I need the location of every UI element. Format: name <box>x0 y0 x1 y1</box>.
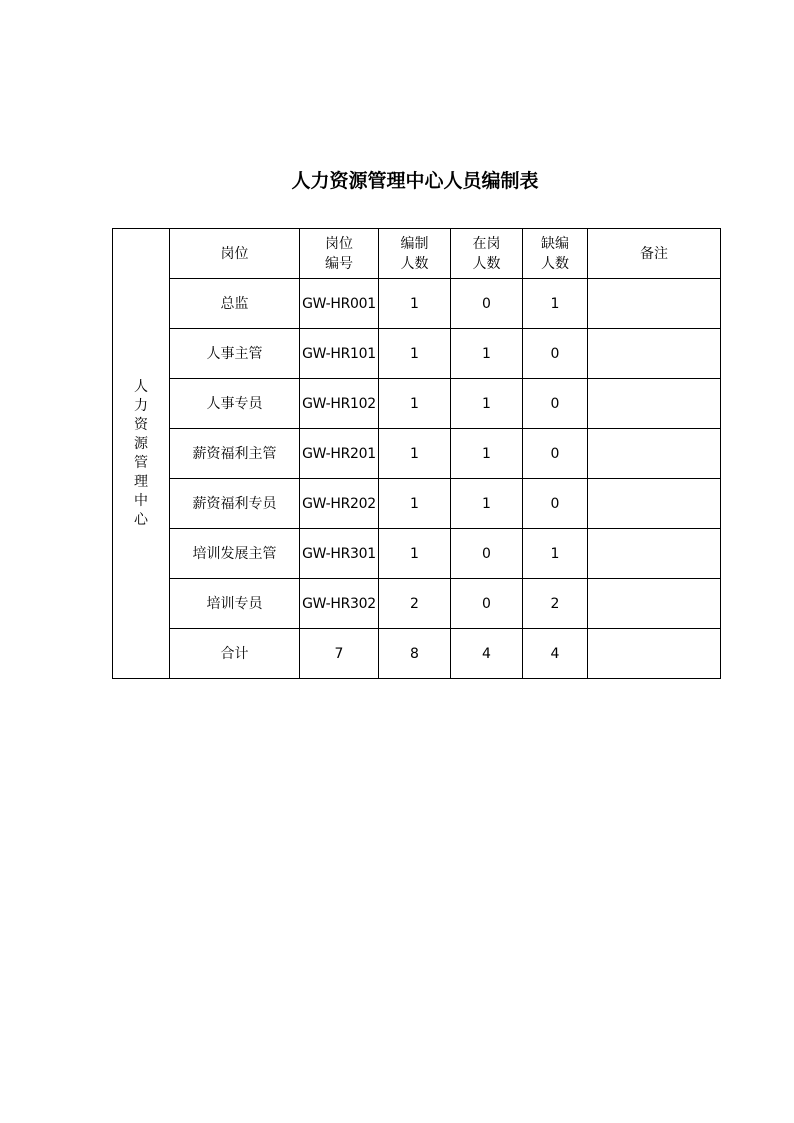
header-quota-line1: 编制 <box>400 235 429 252</box>
onduty-cell: 1 <box>451 329 523 379</box>
header-position: 岗位 <box>170 229 300 279</box>
header-code <box>300 229 379 279</box>
remarks-cell <box>588 329 721 379</box>
total-vacancy-cell: 4 <box>523 629 588 679</box>
position-cell: 薪资福利专员 <box>170 479 300 529</box>
vacancy-cell: 0 <box>523 479 588 529</box>
vacancy-cell: 0 <box>523 329 588 379</box>
total-onduty-cell: 4 <box>451 629 523 679</box>
code-cell: GW-HR302 <box>300 579 379 629</box>
header-onduty-line2: 人数 <box>472 255 501 272</box>
header-vacancy <box>523 229 588 279</box>
vacancy-cell: 0 <box>523 379 588 429</box>
total-row <box>113 629 721 679</box>
vacancy-cell: 2 <box>523 579 588 629</box>
department-label: 人力资源管理中心 <box>134 378 148 528</box>
position-cell: 薪资福利主管 <box>170 429 300 479</box>
staffing-table <box>112 228 721 679</box>
remarks-cell <box>588 279 721 329</box>
onduty-cell: 0 <box>451 529 523 579</box>
department-cell <box>113 229 170 679</box>
total-quota-cell: 8 <box>379 629 451 679</box>
remarks-cell <box>588 479 721 529</box>
position-cell: 人事专员 <box>170 379 300 429</box>
table-row <box>113 429 721 479</box>
header-remarks: 备注 <box>588 229 721 279</box>
vacancy-cell: 1 <box>523 529 588 579</box>
quota-cell: 1 <box>379 279 451 329</box>
quota-cell: 1 <box>379 529 451 579</box>
header-row <box>113 229 721 279</box>
code-cell: GW-HR001 <box>300 279 379 329</box>
header-code-line1: 岗位 <box>325 235 353 252</box>
position-cell: 人事主管 <box>170 329 300 379</box>
header-onduty-line1: 在岗 <box>472 235 501 252</box>
position-cell: 培训发展主管 <box>170 529 300 579</box>
table-row <box>113 279 721 329</box>
code-cell: GW-HR102 <box>300 379 379 429</box>
header-quota <box>379 229 451 279</box>
code-cell: GW-HR301 <box>300 529 379 579</box>
total-positions-cell: 7 <box>300 629 379 679</box>
page-title: 人力资源管理中心人员编制表 <box>291 170 539 192</box>
onduty-cell: 1 <box>451 479 523 529</box>
position-cell: 培训专员 <box>170 579 300 629</box>
table-row <box>113 379 721 429</box>
header-quota-line2: 人数 <box>400 255 429 272</box>
onduty-cell: 1 <box>451 429 523 479</box>
quota-cell: 2 <box>379 579 451 629</box>
table-row <box>113 579 721 629</box>
position-cell: 总监 <box>170 279 300 329</box>
total-label: 合计 <box>170 629 300 679</box>
code-cell: GW-HR202 <box>300 479 379 529</box>
code-cell: GW-HR101 <box>300 329 379 379</box>
code-cell: GW-HR201 <box>300 429 379 479</box>
table-row <box>113 479 721 529</box>
quota-cell: 1 <box>379 329 451 379</box>
remarks-cell <box>588 379 721 429</box>
header-vacancy-line2: 人数 <box>541 255 569 272</box>
remarks-cell <box>588 429 721 479</box>
onduty-cell: 0 <box>451 279 523 329</box>
table-row <box>113 329 721 379</box>
header-vacancy-line1: 缺编 <box>541 235 569 252</box>
header-onduty <box>451 229 523 279</box>
table-row <box>113 529 721 579</box>
header-code-line2: 编号 <box>325 255 353 272</box>
onduty-cell: 0 <box>451 579 523 629</box>
total-remarks-cell <box>588 629 721 679</box>
remarks-cell <box>588 579 721 629</box>
vacancy-cell: 1 <box>523 279 588 329</box>
quota-cell: 1 <box>379 479 451 529</box>
quota-cell: 1 <box>379 429 451 479</box>
quota-cell: 1 <box>379 379 451 429</box>
onduty-cell: 1 <box>451 379 523 429</box>
vacancy-cell: 0 <box>523 429 588 479</box>
remarks-cell <box>588 529 721 579</box>
